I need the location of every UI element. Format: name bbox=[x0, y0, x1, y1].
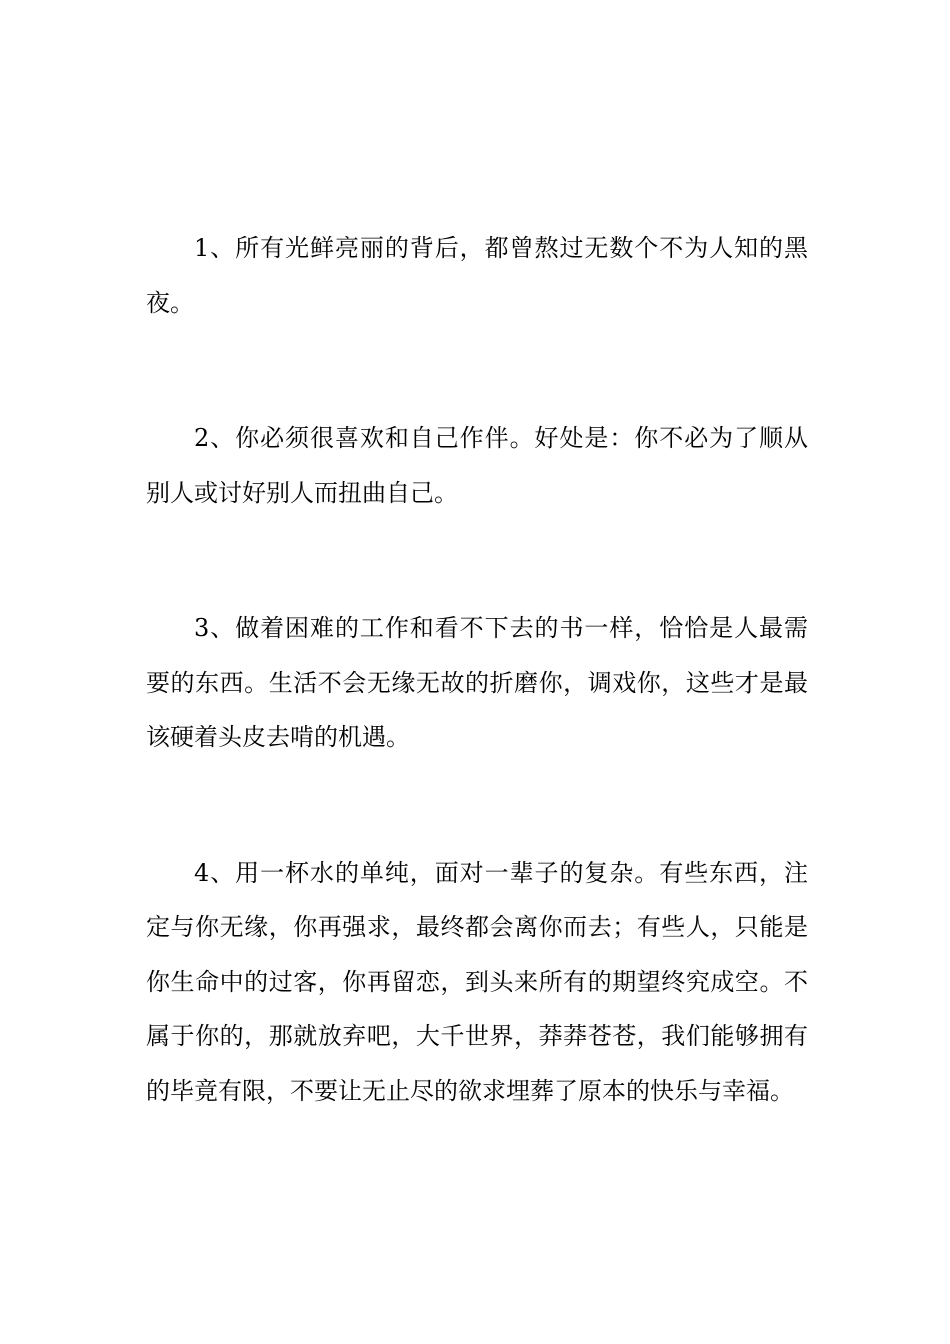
paragraph-3: 3、做着困难的工作和看不下去的书一样，恰恰是人最需要的东西。生活不会无缘无故的折磨你，调戏你，这些才是最该硬着头皮去啃的机遇。 bbox=[146, 614, 808, 751]
paragraph-4: 4、用一杯水的单纯，面对一辈子的复杂。有些东西，注定与你无缘，你再强求，最终都会离你而去；有些人，只能是你生命中的过客，你再留恋，到头来所有的期望终究成空。不属于你的，那就放弃吧，大千世界，莽莽苍苍，我们能够拥有的毕竟有限，不要让无止尽的欲求埋葬了原本的快乐与幸福。 bbox=[146, 858, 808, 1105]
paragraph-1: 1、所有光鲜亮丽的背后，都曾熬过无数个不为人知的黑夜。 bbox=[146, 234, 808, 317]
paragraph-2: 2、你必须很喜欢和自己作伴。好处是：你不必为了顺从别人或讨好别人而扭曲自己。 bbox=[146, 424, 808, 507]
document-body bbox=[146, 221, 808, 1118]
